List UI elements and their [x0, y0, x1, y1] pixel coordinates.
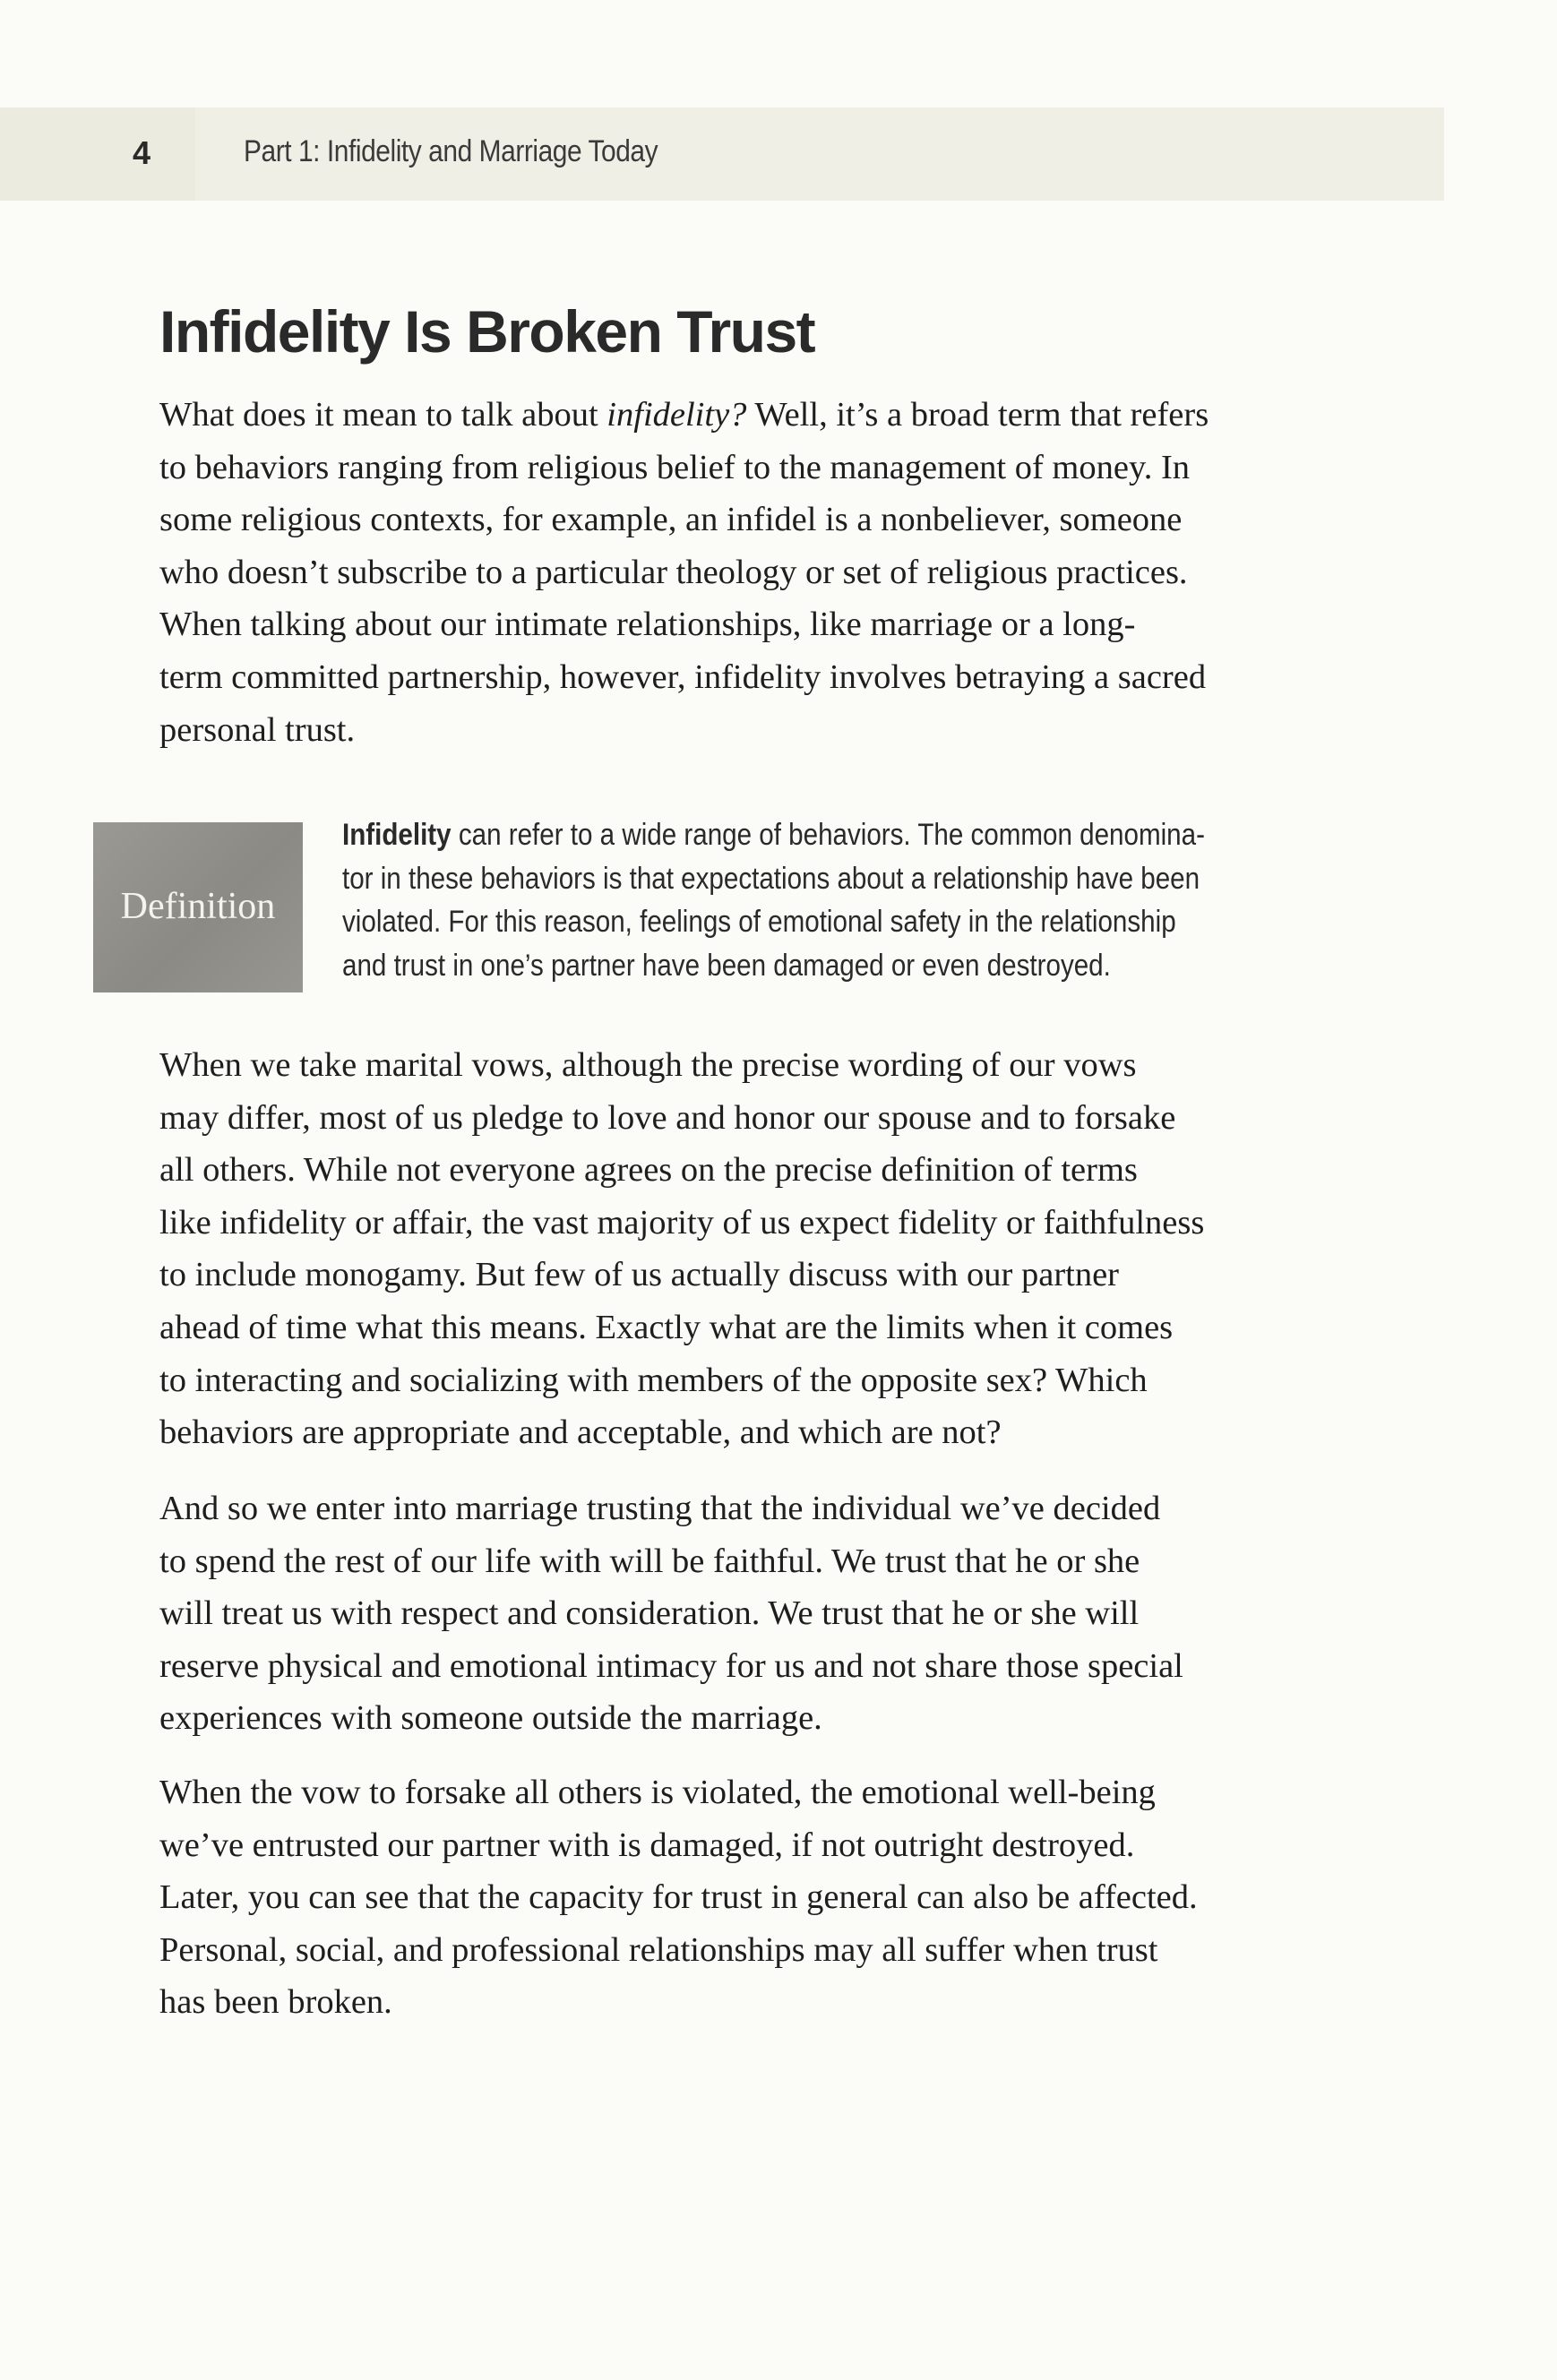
- paragraph-line: When we take marital vows, although the precise wording of our vows: [159, 1046, 1137, 1084]
- paragraph-line: When talking about our intimate relationships, like marriage or a long-: [159, 606, 1136, 644]
- italic-term: infidelity?: [606, 396, 747, 434]
- paragraph-line: ahead of time what this means. Exactly what are the limits when it comes: [159, 1308, 1174, 1346]
- definition-term: Infidelity: [342, 818, 452, 852]
- running-header: [0, 107, 1444, 201]
- paragraph-line: some religious contexts, for example, an infidel is a nonbeliever, someone: [159, 501, 1183, 539]
- section-title: Infidelity Is Broken Trust: [159, 298, 815, 365]
- paragraph-line: who doesn’t subscribe to a particular theology or set of religious practices.: [159, 553, 1188, 591]
- paragraph-line: And so we enter into marriage trusting that the individual we’ve decided: [159, 1490, 1161, 1527]
- paragraph-line: to behaviors ranging from religious belief to the management of money. In: [159, 448, 1191, 486]
- definition-line: and trust in one’s partner have been damaged or even destroyed.: [342, 948, 1111, 983]
- paragraph-line: to include monogamy. But few of us actually discuss with our partner: [159, 1256, 1120, 1294]
- paragraph-line: Later, you can see that the capacity for trust in general can also be affected.: [159, 1878, 1198, 1917]
- paragraph-line: will treat us with respect and consideration. We trust that he or she will: [159, 1594, 1140, 1633]
- paragraph-line: Personal, social, and professional relationships may all suffer when trust: [159, 1930, 1158, 1969]
- paragraph-line: to spend the rest of our life with will be faithful. We trust that he or she: [159, 1542, 1140, 1580]
- definition-sidebar-icon: [93, 822, 303, 992]
- body-paragraph-vows: [159, 1039, 1396, 1459]
- paragraph-line: may differ, most of us pledge to love and honor our spouse and to forsake: [159, 1098, 1176, 1137]
- page-number-box: [0, 107, 195, 201]
- paragraph-line: has been broken.: [159, 1983, 392, 2022]
- body-paragraph-violation: [159, 1766, 1396, 2029]
- running-head-title: Part 1: Infidelity and Marriage Today: [244, 134, 658, 168]
- paragraph-line: What does it mean to talk about infidelity? Well, it’s a broad term that refers: [159, 396, 1209, 434]
- paragraph-line: behaviors are appropriate and acceptable, and which are not?: [159, 1413, 1002, 1452]
- paragraph-line: we’ve entrusted our partner with is damaged, if not outright destroyed.: [159, 1826, 1135, 1864]
- intro-paragraph: [159, 389, 1396, 756]
- paragraph-line: reserve physical and emotional intimacy for us and not share those special: [159, 1646, 1183, 1685]
- body-paragraph-trust: [159, 1482, 1396, 1745]
- paragraph-line: personal trust.: [159, 710, 356, 749]
- paragraph-line: like infidelity or affair, the vast majority of us expect fidelity or faithfulness: [159, 1203, 1205, 1242]
- paragraph-line: term committed partnership, however, infidelity involves betraying a sacred: [159, 657, 1207, 696]
- paragraph-line: experiences with someone outside the marriage.: [159, 1699, 822, 1738]
- definition-label: Definition: [120, 886, 276, 927]
- definition-text: [342, 813, 1433, 987]
- paragraph-line: all others. While not everyone agrees on the precise definition of terms: [159, 1151, 1138, 1190]
- paragraph-line: to interacting and socializing with members of the opposite sex? Which: [159, 1361, 1148, 1399]
- definition-line: tor in these behaviors is that expectations about a relationship have been: [342, 861, 1200, 896]
- definition-line: violated. For this reason, feelings of emotional safety in the relationship: [342, 905, 1176, 939]
- definition-line: Infidelity can refer to a wide range of behaviors. The common denomina-: [342, 818, 1205, 852]
- page-number: 4: [133, 134, 151, 171]
- paragraph-line: When the vow to forsake all others is violated, the emotional well-being: [159, 1774, 1156, 1811]
